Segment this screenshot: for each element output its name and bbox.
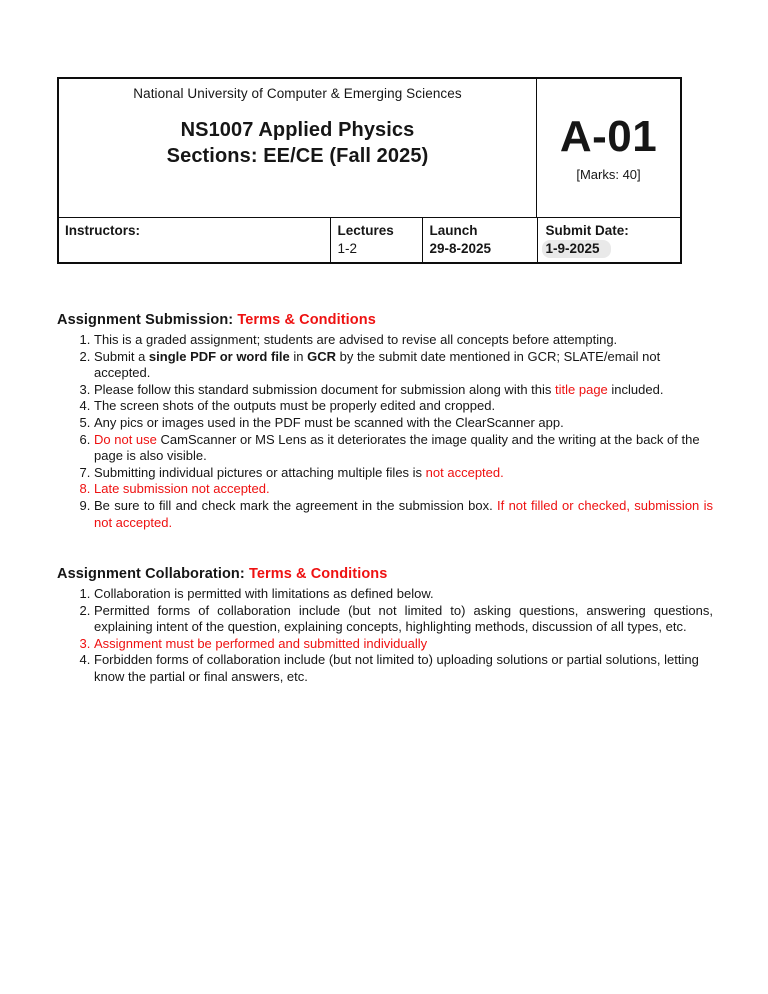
header-table-bottom-row	[59, 218, 680, 262]
submission-heading	[57, 311, 713, 329]
term-text-red: not accepted.	[425, 464, 504, 480]
collaboration-term-4	[94, 652, 713, 685]
course-title	[59, 117, 536, 169]
course-title-line1: NS1007 Applied Physics	[180, 119, 415, 141]
term-text: Any pics or images used in the PDF must be scanned with the ClearScanner app.	[94, 414, 564, 430]
term-text-bold: single PDF or word file	[148, 348, 290, 364]
term-text-red: If not filled or checked, submission is not accepted.	[94, 497, 713, 530]
instructors-cell	[59, 218, 331, 262]
launch-cell	[423, 218, 538, 262]
course-info-cell	[59, 79, 537, 217]
term-text: included.	[607, 381, 664, 397]
term-text-red: title page	[555, 381, 608, 397]
submission-term-5	[94, 415, 713, 432]
collaboration-terms-list	[57, 586, 713, 686]
term-text: Submit a	[94, 348, 149, 364]
header-table	[57, 77, 682, 264]
launch-label: Launch	[429, 223, 478, 238]
submission-terms-list	[57, 332, 713, 531]
collaboration-heading	[57, 565, 713, 583]
submission-term-1	[94, 332, 713, 349]
collaboration-heading-accent: Terms & Conditions	[248, 566, 388, 582]
instructors-label: Instructors:	[65, 223, 141, 238]
term-text: Please follow this standard submission document for submission along with this	[94, 381, 556, 397]
submission-term-9	[94, 498, 713, 531]
submit-date-cell	[538, 218, 681, 262]
submission-heading-accent: Terms & Conditions	[237, 312, 376, 328]
term-text: Forbidden forms of collaboration include (but not limited to) uploading solutions or partial solutions, letting know the partial or final answers, etc.	[94, 652, 699, 684]
collaboration-section	[57, 565, 713, 686]
launch-date: 29-8-2025	[429, 241, 492, 256]
course-title-line2: Sections: EE/CE (Fall 2025)	[166, 145, 429, 167]
university-name: National University of Computer & Emerging Sciences	[133, 86, 462, 101]
assignment-code-cell	[537, 79, 680, 217]
term-text: CamScanner or MS Lens as it deteriorates the image quality and the writing at the back of the page is also visible.	[94, 431, 700, 464]
collaboration-term-3	[94, 636, 713, 653]
term-text: This is a graded assignment; students are advised to revise all concepts before attempting.	[94, 332, 618, 347]
submit-date-row	[546, 240, 675, 258]
lectures-value: 1-2	[337, 241, 358, 256]
lectures-cell	[331, 218, 423, 262]
submit-date-label: Submit Date:	[545, 223, 629, 238]
term-text-red: Do not use	[94, 431, 161, 447]
term-text: by the submit date mentioned in GCR; SLATE/email not accepted.	[94, 348, 661, 381]
term-text: The screen shots of the outputs must be properly edited and cropped.	[94, 398, 496, 414]
term-text: Submitting individual pictures or attaching multiple files is	[94, 464, 426, 480]
submission-term-6	[94, 432, 713, 465]
term-text-red: Assignment must be performed and submitted individually	[94, 635, 428, 651]
submit-date-value: 1-9-2025	[542, 240, 611, 258]
header-table-top-row	[59, 79, 680, 218]
collaboration-term-2	[94, 603, 713, 636]
submission-section	[57, 311, 713, 531]
submission-term-8	[94, 481, 713, 498]
submission-term-3	[94, 382, 713, 399]
collaboration-heading-text: Assignment Collaboration:	[57, 566, 245, 582]
term-text-bold: GCR	[307, 348, 337, 364]
assignment-code: A-01	[559, 112, 658, 161]
submission-heading-text: Assignment Submission:	[57, 312, 234, 328]
marks-label: [Marks: 40]	[576, 167, 641, 182]
collaboration-term-1	[94, 586, 713, 603]
submission-term-7	[94, 465, 713, 482]
term-text: Permitted forms of collaboration include (but not limited to) asking questions, answering questions, explaining intent of the question, explaining concepts, highlighting methods, discussion of all types, etc.	[94, 602, 713, 635]
submission-term-4	[94, 398, 713, 415]
submission-term-2	[94, 349, 713, 382]
lectures-label: Lectures	[337, 223, 394, 238]
term-text: Be sure to fill and check mark the agreement in the submission box.	[94, 497, 498, 513]
term-text: in	[289, 348, 308, 364]
term-text: Collaboration is permitted with limitations as defined below.	[94, 586, 434, 601]
term-text-red: Late submission not accepted.	[94, 481, 270, 497]
